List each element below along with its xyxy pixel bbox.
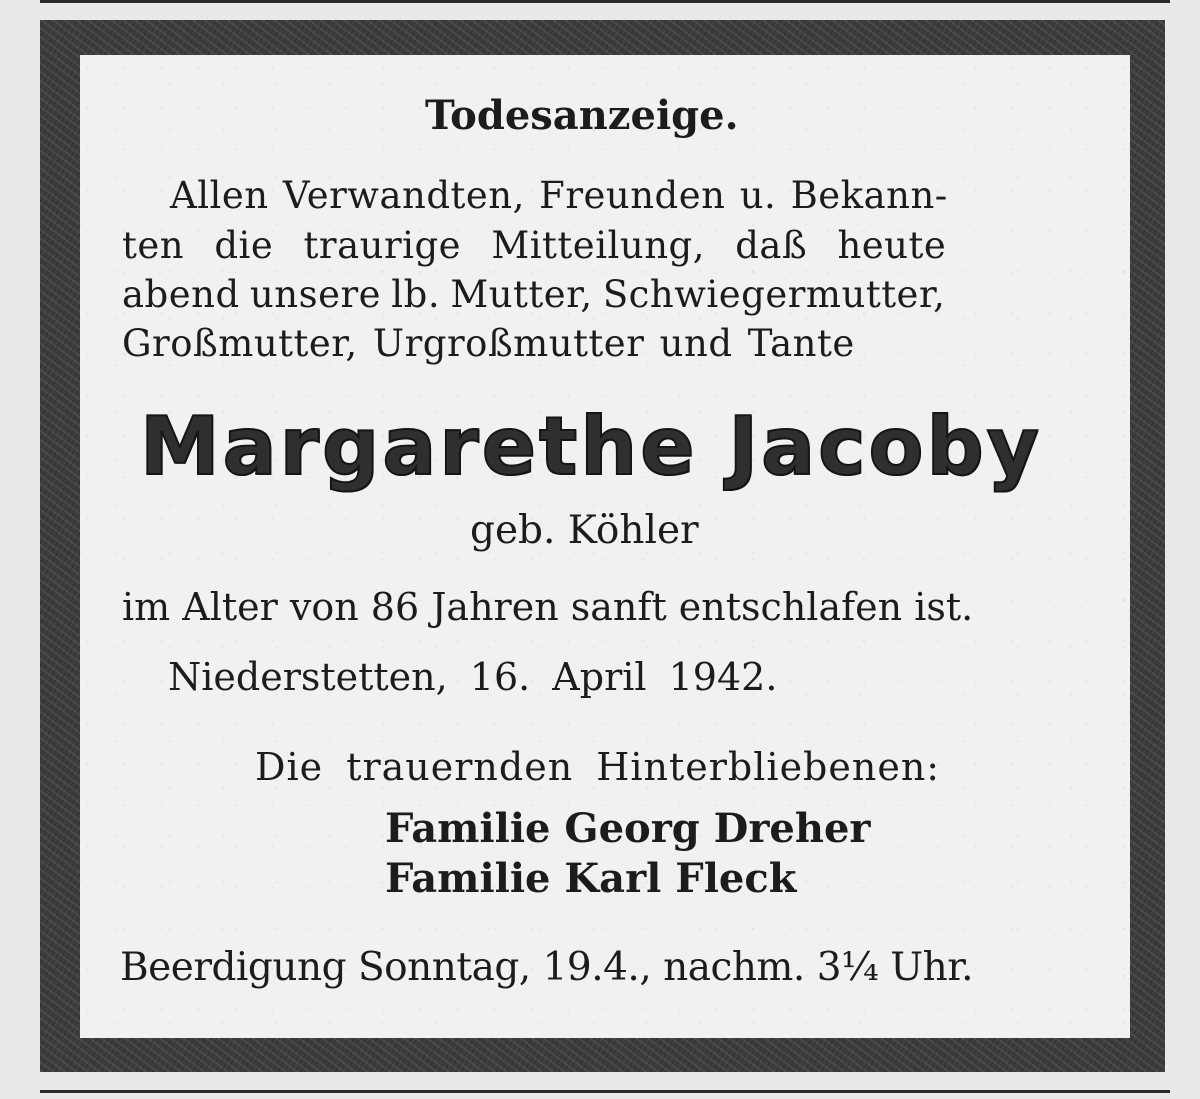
family-name: Familie Karl Fleck: [385, 855, 797, 902]
family-name: Familie Georg Dreher: [385, 805, 871, 852]
announcement-line: ten die traurige Mitteilung, daß heute: [122, 224, 947, 267]
deceased-name: Margarethe Jacoby: [140, 400, 1042, 493]
bottom-rule: [40, 1090, 1170, 1093]
announcement-line: Allen Verwandten, Freunden u. Bekann-: [170, 174, 948, 217]
place-date: Niederstetten, 16. April 1942.: [168, 655, 778, 699]
maiden-name: geb. Köhler: [470, 508, 699, 553]
top-rule: [40, 0, 1170, 3]
announcement-line: Großmutter, Urgroßmutter und Tante: [122, 322, 855, 365]
age-line: im Alter von 86 Jahren sanft entschlafen ist.: [122, 585, 974, 629]
funeral-line: Beerdigung Sonntag, 19.4., nachm. 3¼ Uhr.: [120, 945, 973, 990]
announcement-line: abend unsere lb. Mutter, Schwiegermutter,: [122, 273, 946, 316]
mourners-heading: Die trauernden Hinterbliebenen:: [255, 745, 941, 789]
notice-title: Todesanzeige.: [425, 92, 739, 139]
